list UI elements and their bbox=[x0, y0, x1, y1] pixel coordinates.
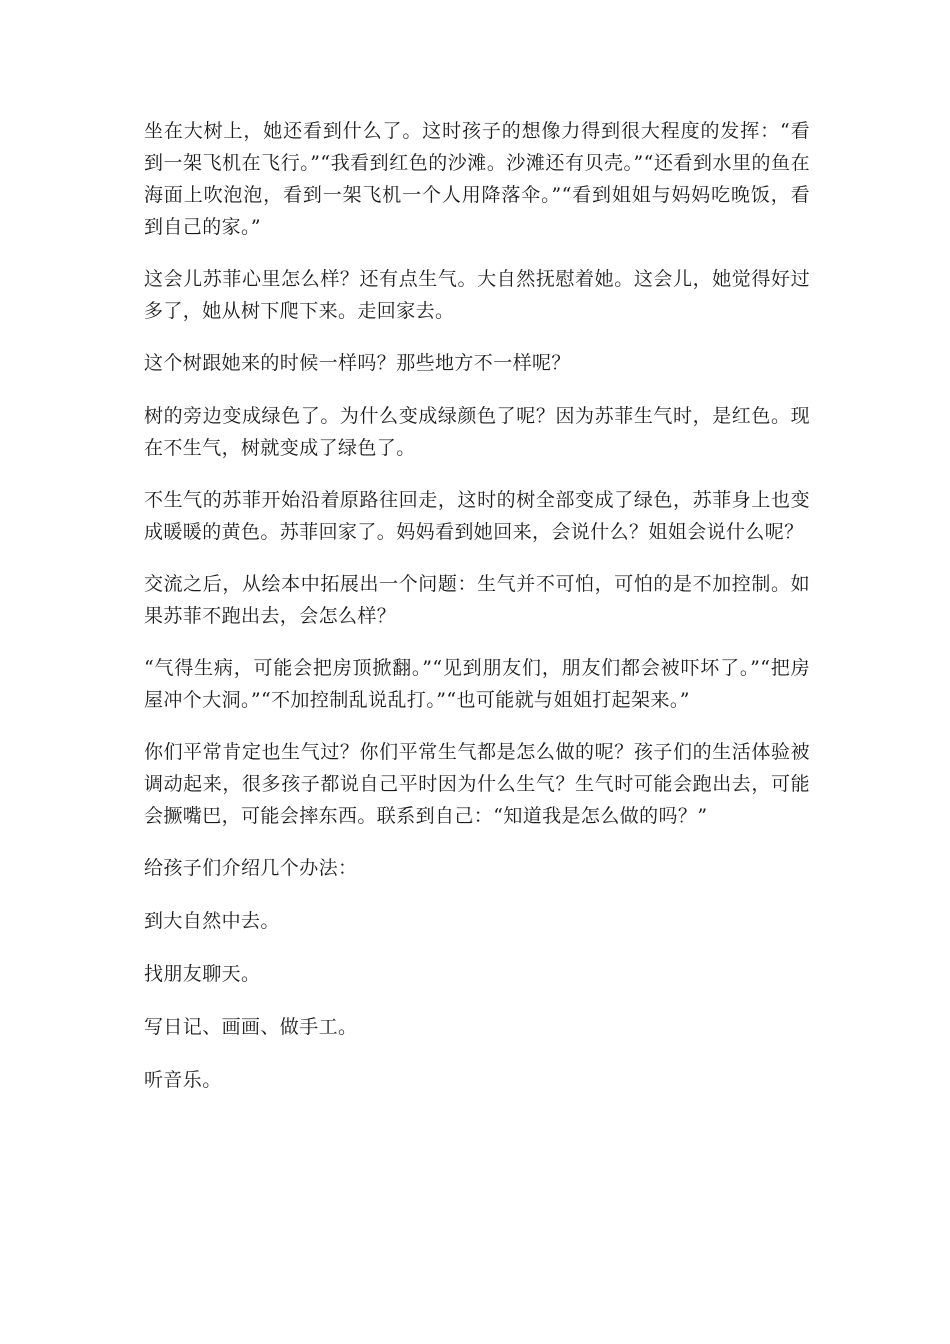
paragraph-8: 你们平常肯定也生气过？你们平常生气都是怎么做的呢？孩子们的生活体验被调动起来，很多孩子都说自己平时因为什么生气？生气时可能会跑出去，可能会撅嘴巴，可能会摔东西。联系到自己：“知道我是怎么做的吗？” bbox=[144, 741, 810, 827]
paragraph-6: 交流之后，从绘本中拓展出一个问题：生气并不可怕，可怕的是不加控制。如果苏菲不跑出去，会怎么样？ bbox=[144, 573, 810, 627]
paragraph-2: 这会儿苏菲心里怎么样？还有点生气。大自然抚慰着她。这会儿，她觉得好过多了，她从树下爬下来。走回家去。 bbox=[144, 268, 810, 322]
list-item-diary: 写日记、画画、做手工。 bbox=[144, 1016, 358, 1038]
list-item-nature: 到大自然中去。 bbox=[144, 910, 280, 932]
document-body bbox=[144, 115, 810, 1117]
list-item-music: 听音乐。 bbox=[144, 1069, 222, 1091]
paragraph-3: 这个树跟她来的时候一样吗？那些地方不一样呢？ bbox=[144, 352, 571, 374]
list-item-friends: 找朋友聊天。 bbox=[144, 963, 261, 985]
list-intro: 给孩子们介绍几个办法： bbox=[144, 857, 358, 879]
paragraph-4: 树的旁边变成绿色了。为什么变成绿颜色了呢？因为苏菲生气时，是红色。现在不生气，树就变成了绿色了。 bbox=[144, 405, 810, 459]
paragraph-7: “气得生病，可能会把房顶掀翻。”“见到朋友们，朋友们都会被吓坏了。”“把房屋冲个大洞。”“不加控制乱说乱打。”“也可能就与姐姐打起架来。” bbox=[144, 657, 810, 711]
paragraph-1: 坐在大树上，她还看到什么了。这时孩子的想像力得到很大程度的发挥：“看到一架飞机在飞行。”“我看到红色的沙滩。沙滩还有贝壳。”“还看到水里的鱼在海面上吹泡泡，看到一架飞机一个人用降落伞。”“看到姐姐与妈妈吃晚饭，看到自己的家。” bbox=[144, 120, 810, 238]
paragraph-5: 不生气的苏菲开始沿着原路往回走，这时的树全部变成了绿色，苏菲身上也变成暖暖的黄色。苏菲回家了。妈妈看到她回来，会说什么？姐姐会说什么呢？ bbox=[144, 489, 810, 543]
